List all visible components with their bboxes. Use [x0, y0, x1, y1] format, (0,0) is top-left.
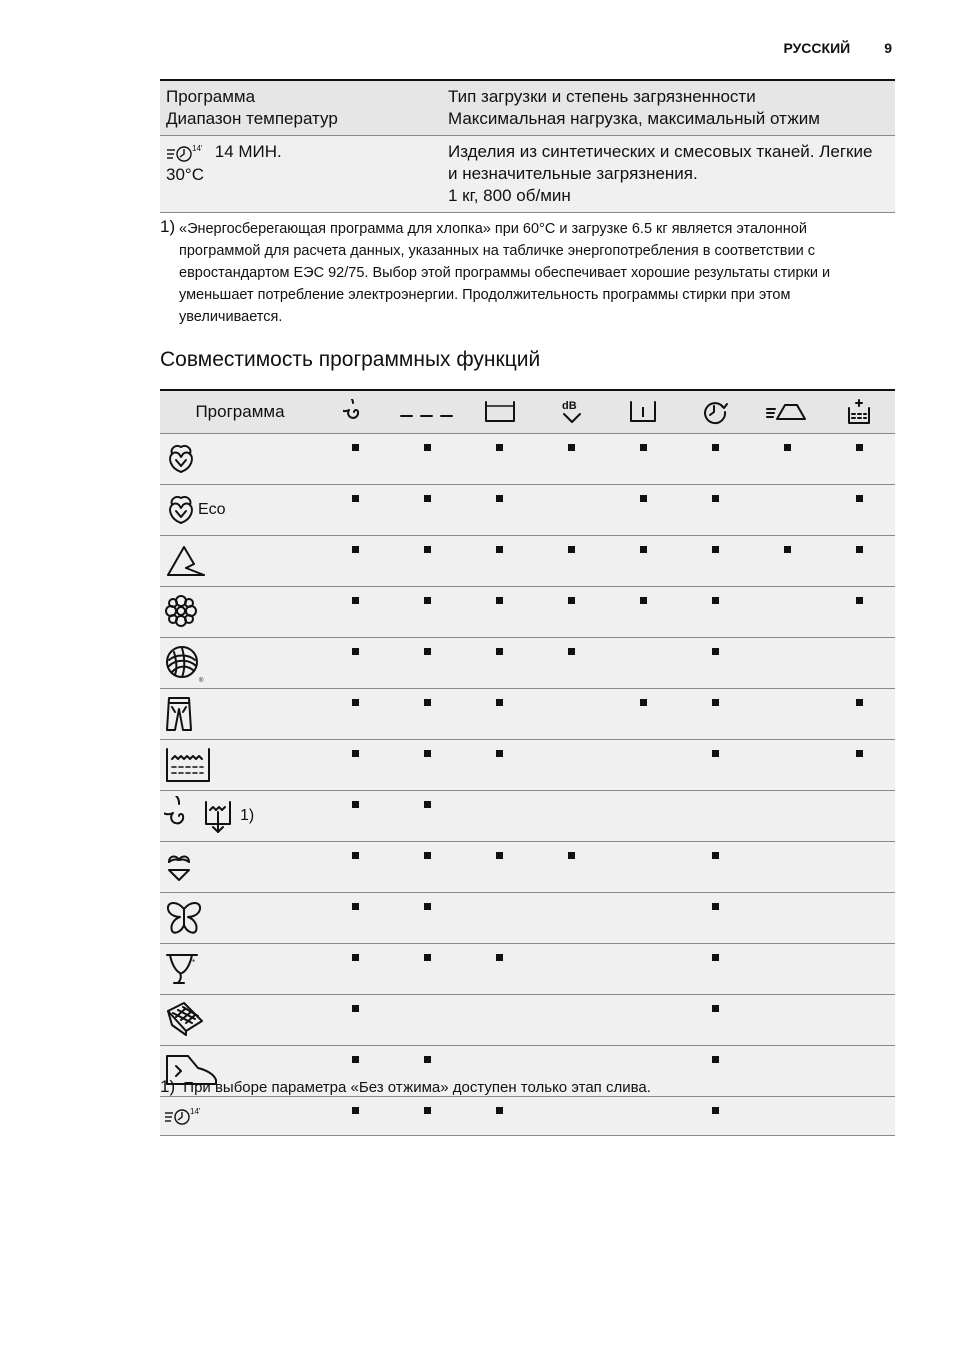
compat-cell — [679, 1097, 751, 1136]
page-header — [749, 40, 892, 56]
compat-cell — [679, 485, 751, 536]
compat-cell — [320, 944, 392, 995]
compatible-mark — [712, 1056, 719, 1063]
compatible-mark — [568, 444, 575, 451]
compat-cell — [536, 587, 608, 638]
compatible-mark — [496, 699, 503, 706]
compat-cell — [608, 689, 680, 740]
compatible-mark — [352, 597, 359, 604]
function-header-extra-rinse — [823, 390, 895, 434]
compat-cell — [608, 536, 680, 587]
spin-drain-icon — [164, 807, 240, 824]
compatible-mark — [424, 903, 431, 910]
program-temp: 30°C — [166, 164, 204, 184]
compat-cell — [464, 587, 536, 638]
program-cell — [160, 136, 442, 213]
compat-row — [160, 638, 895, 689]
night-cycle-icon — [559, 401, 585, 420]
compat-row — [160, 1097, 895, 1136]
compatible-mark — [496, 954, 503, 961]
page-number: 9 — [884, 40, 892, 56]
quick-14-icon — [166, 142, 210, 164]
compatible-mark — [712, 597, 719, 604]
compat-row — [160, 944, 895, 995]
compat-cell — [320, 1097, 392, 1136]
compat-cell — [320, 740, 392, 791]
svg-text:14': 14' — [192, 143, 203, 153]
delay-start-icon — [701, 401, 729, 420]
compat-cell — [751, 893, 823, 944]
compat-cell — [608, 1097, 680, 1136]
compat-cell — [392, 995, 464, 1046]
compatible-mark — [784, 546, 791, 553]
compatible-mark — [352, 699, 359, 706]
compatible-mark — [352, 801, 359, 808]
compat-cell — [679, 1046, 751, 1097]
compat-cell — [320, 842, 392, 893]
compat-cell — [392, 485, 464, 536]
compat-cell — [464, 791, 536, 842]
compatible-mark — [352, 954, 359, 961]
jeans-icon — [164, 705, 194, 722]
compatible-mark — [352, 750, 359, 757]
compat-cell — [464, 944, 536, 995]
compat-cell — [823, 1097, 895, 1136]
compat-cell — [608, 740, 680, 791]
compatible-mark — [424, 648, 431, 655]
compat-row — [160, 434, 895, 485]
compatible-mark — [712, 495, 719, 502]
compat-cell — [536, 434, 608, 485]
synthetics-icon — [164, 552, 208, 569]
quick-14-icon — [164, 1107, 210, 1124]
compatible-mark — [496, 495, 503, 502]
compat-cell — [392, 587, 464, 638]
program-table — [160, 79, 895, 213]
program-cell — [160, 740, 320, 791]
compat-cell — [608, 842, 680, 893]
compat-row — [160, 842, 895, 893]
function-header-rinse-hold — [608, 390, 680, 434]
compatible-mark — [352, 1107, 359, 1114]
compat-cell — [320, 485, 392, 536]
compat-cell — [679, 689, 751, 740]
program-cell — [160, 434, 320, 485]
compat-cell — [823, 893, 895, 944]
delicates-icon — [164, 603, 198, 620]
compat-program-header: Программа — [160, 390, 320, 434]
compat-cell — [536, 638, 608, 689]
compat-cell — [679, 587, 751, 638]
compat-cell — [751, 536, 823, 587]
compat-cell — [679, 791, 751, 842]
compat-cell — [823, 689, 895, 740]
compatible-mark — [424, 852, 431, 859]
compat-cell — [679, 434, 751, 485]
compat-cell — [464, 485, 536, 536]
soak-icon — [483, 401, 517, 420]
compat-row — [160, 893, 895, 944]
compat-cell — [320, 791, 392, 842]
compatible-mark — [424, 750, 431, 757]
compatible-mark — [712, 903, 719, 910]
compatible-mark — [856, 495, 863, 502]
compat-cell — [536, 536, 608, 587]
compat-cell — [536, 485, 608, 536]
compatible-mark — [424, 546, 431, 553]
program-label: Eco — [198, 500, 226, 518]
compatible-mark — [568, 597, 575, 604]
compatible-mark — [352, 1005, 359, 1012]
program-time: 14 МИН. — [214, 142, 282, 161]
compatible-mark — [352, 903, 359, 910]
compat-cell — [536, 791, 608, 842]
extra-rinse-icon — [846, 401, 872, 420]
compat-cell — [823, 587, 895, 638]
compatible-mark — [352, 546, 359, 553]
compat-cell — [536, 944, 608, 995]
function-header-spin — [320, 390, 392, 434]
compat-cell — [320, 536, 392, 587]
footnote-marker: 1) — [160, 217, 176, 236]
compatible-mark — [424, 954, 431, 961]
compatibility-table — [160, 389, 895, 1136]
compat-cell — [823, 842, 895, 893]
compat-cell — [751, 995, 823, 1046]
compat-cell — [608, 587, 680, 638]
compat-row — [160, 791, 895, 842]
compatible-mark — [496, 852, 503, 859]
silk-icon — [164, 909, 204, 926]
compatible-mark — [424, 495, 431, 502]
compat-cell — [823, 434, 895, 485]
header-language: РУССКИЙ — [783, 40, 851, 56]
compatible-mark — [424, 699, 431, 706]
compat-cell — [608, 944, 680, 995]
program-cell — [160, 791, 320, 842]
compat-cell — [392, 638, 464, 689]
compat-cell — [823, 485, 895, 536]
compat-cell — [464, 893, 536, 944]
compat-cell — [679, 995, 751, 1046]
compat-cell — [464, 995, 536, 1046]
compatible-mark — [496, 546, 503, 553]
compat-cell — [392, 434, 464, 485]
function-header-prewash — [392, 390, 464, 434]
footnote-marker: 1) — [160, 1077, 176, 1096]
compatible-mark — [712, 699, 719, 706]
program-col-header — [160, 80, 442, 136]
compatible-mark — [640, 444, 647, 451]
compatible-mark — [352, 444, 359, 451]
compatible-mark — [424, 444, 431, 451]
compat-cell — [751, 485, 823, 536]
compatible-mark — [352, 852, 359, 859]
header-temp-range: Диапазон температур — [166, 109, 338, 128]
compatible-mark — [496, 648, 503, 655]
compat-cell — [536, 689, 608, 740]
header-max-load: Максимальная нагрузка, максимальный отжим — [448, 109, 820, 128]
compatible-mark — [496, 444, 503, 451]
program-cell — [160, 1097, 320, 1136]
compatible-mark — [424, 1056, 431, 1063]
load-col-header — [442, 80, 895, 136]
compatible-mark — [712, 444, 719, 451]
compatible-mark — [712, 546, 719, 553]
compat-cell — [392, 893, 464, 944]
compatible-mark — [856, 597, 863, 604]
compat-cell — [392, 944, 464, 995]
compatible-mark — [640, 597, 647, 604]
program-cell — [160, 995, 320, 1046]
program-cell — [160, 638, 320, 689]
program-cell — [160, 944, 320, 995]
compat-cell — [392, 536, 464, 587]
compatible-mark — [424, 597, 431, 604]
program-cell — [160, 485, 320, 536]
compat-row — [160, 689, 895, 740]
compatible-mark — [568, 648, 575, 655]
compat-cell — [823, 1046, 895, 1097]
rinse-icon — [164, 756, 212, 773]
compat-cell — [320, 638, 392, 689]
function-header-soak — [464, 390, 536, 434]
svg-text:®: ® — [199, 677, 204, 684]
compat-cell — [608, 893, 680, 944]
compat-cell — [464, 740, 536, 791]
compat-cell — [320, 587, 392, 638]
compat-row — [160, 995, 895, 1046]
compat-cell — [823, 638, 895, 689]
compatible-mark — [712, 954, 719, 961]
program-label: 1) — [240, 806, 255, 824]
compat-cell — [392, 791, 464, 842]
compat-cell — [823, 740, 895, 791]
compat-cell — [751, 740, 823, 791]
compatible-mark — [496, 1107, 503, 1114]
compat-cell — [608, 995, 680, 1046]
compat-cell — [536, 842, 608, 893]
blankets-icon — [164, 1011, 206, 1028]
compatible-mark — [568, 852, 575, 859]
compat-cell — [823, 791, 895, 842]
compat-cell — [464, 536, 536, 587]
compatible-mark — [712, 648, 719, 655]
footnote-2 — [160, 1077, 651, 1097]
function-header-night-cycle — [536, 390, 608, 434]
compatible-mark — [856, 750, 863, 757]
compatible-mark — [712, 852, 719, 859]
compat-cell — [536, 740, 608, 791]
function-header-delay-start — [679, 390, 751, 434]
compat-cell — [823, 944, 895, 995]
header-load-type: Тип загрузки и степень загрязненности — [448, 87, 756, 106]
compatible-mark — [424, 1107, 431, 1114]
compat-cell — [392, 842, 464, 893]
compatible-mark — [712, 1005, 719, 1012]
compat-row — [160, 587, 895, 638]
compatible-mark — [352, 648, 359, 655]
svg-text:14': 14' — [190, 1106, 201, 1116]
compatible-mark — [352, 1056, 359, 1063]
compatible-mark — [496, 750, 503, 757]
compat-cell — [536, 995, 608, 1046]
compatible-mark — [712, 750, 719, 757]
prewash-icon — [398, 402, 458, 421]
compatible-mark — [568, 546, 575, 553]
program-cell — [160, 587, 320, 638]
compat-cell — [823, 995, 895, 1046]
compat-cell — [320, 893, 392, 944]
compat-row — [160, 536, 895, 587]
rinse-hold-icon — [628, 401, 658, 420]
cotton-icon — [164, 501, 198, 518]
compat-cell — [392, 740, 464, 791]
compatible-mark — [784, 444, 791, 451]
function-header-easy-iron — [751, 390, 823, 434]
curtains-icon — [164, 957, 200, 977]
section-title: Совместимость программных функций — [160, 348, 541, 371]
compat-cell — [751, 689, 823, 740]
compatible-mark — [712, 1107, 719, 1114]
compat-cell — [320, 995, 392, 1046]
compat-row — [160, 740, 895, 791]
compatible-mark — [640, 699, 647, 706]
compat-cell — [608, 434, 680, 485]
compatible-mark — [352, 495, 359, 502]
compat-cell — [751, 842, 823, 893]
wool-icon — [164, 654, 206, 684]
compat-cell — [823, 536, 895, 587]
compat-cell — [679, 893, 751, 944]
lingerie-icon — [164, 858, 194, 875]
compat-cell — [679, 740, 751, 791]
compat-cell — [751, 791, 823, 842]
compat-cell — [536, 893, 608, 944]
compat-cell — [679, 842, 751, 893]
cotton-icon — [164, 450, 198, 467]
compat-cell — [608, 485, 680, 536]
compat-cell — [320, 689, 392, 740]
compat-cell — [751, 587, 823, 638]
compatible-mark — [856, 444, 863, 451]
compatible-mark — [856, 699, 863, 706]
compat-cell — [464, 638, 536, 689]
compatible-mark — [640, 495, 647, 502]
desc-line: и незначительные загрязнения. — [448, 164, 698, 183]
header-program: Программа — [166, 87, 256, 106]
description-cell — [442, 136, 895, 213]
footnote-text: «Энергосберегающая программа для хлопка» при 60°C и загрузке 6.5 кг является эталонной программой для расчета данных, указанных на табличке энергопотребления в соответствии с евростандартом ЕЭС 92/75. Выбор этой программы обеспечивает хорошие результаты стирки и уменьшает потребление электроэнергии. Продолжительность программы стирки при этом увеличивается. — [179, 221, 831, 325]
compat-cell — [751, 944, 823, 995]
footnote-text: При выборе параметра «Без отжима» доступен только этап слива. — [183, 1079, 651, 1096]
compatible-mark — [640, 546, 647, 553]
compat-cell — [679, 536, 751, 587]
compat-cell — [392, 1097, 464, 1136]
compat-cell — [679, 638, 751, 689]
compat-cell — [751, 1097, 823, 1136]
compat-cell — [536, 1097, 608, 1136]
program-cell — [160, 536, 320, 587]
compatible-mark — [496, 597, 503, 604]
compat-cell — [320, 434, 392, 485]
compat-cell — [751, 1046, 823, 1097]
compat-cell — [464, 434, 536, 485]
desc-line: Изделия из синтетических и смесовых тканей. Легкие — [448, 142, 873, 161]
compat-cell — [392, 689, 464, 740]
svg-text:*: * — [192, 957, 196, 967]
program-cell — [160, 893, 320, 944]
compat-cell — [751, 434, 823, 485]
program-cell — [160, 842, 320, 893]
easy-iron-icon — [765, 401, 809, 420]
svg-text:dB: dB — [561, 400, 577, 412]
compat-cell — [679, 944, 751, 995]
compat-cell — [608, 638, 680, 689]
program-cell — [160, 689, 320, 740]
footnote-1 — [160, 218, 880, 328]
spin-icon — [343, 401, 369, 420]
compatible-mark — [424, 801, 431, 808]
desc-load: 1 кг, 800 об/мин — [448, 186, 571, 205]
compat-cell — [464, 689, 536, 740]
compat-cell — [464, 842, 536, 893]
compatible-mark — [856, 546, 863, 553]
compat-cell — [464, 1097, 536, 1136]
compat-cell — [751, 638, 823, 689]
compat-row — [160, 485, 895, 536]
compat-cell — [608, 791, 680, 842]
